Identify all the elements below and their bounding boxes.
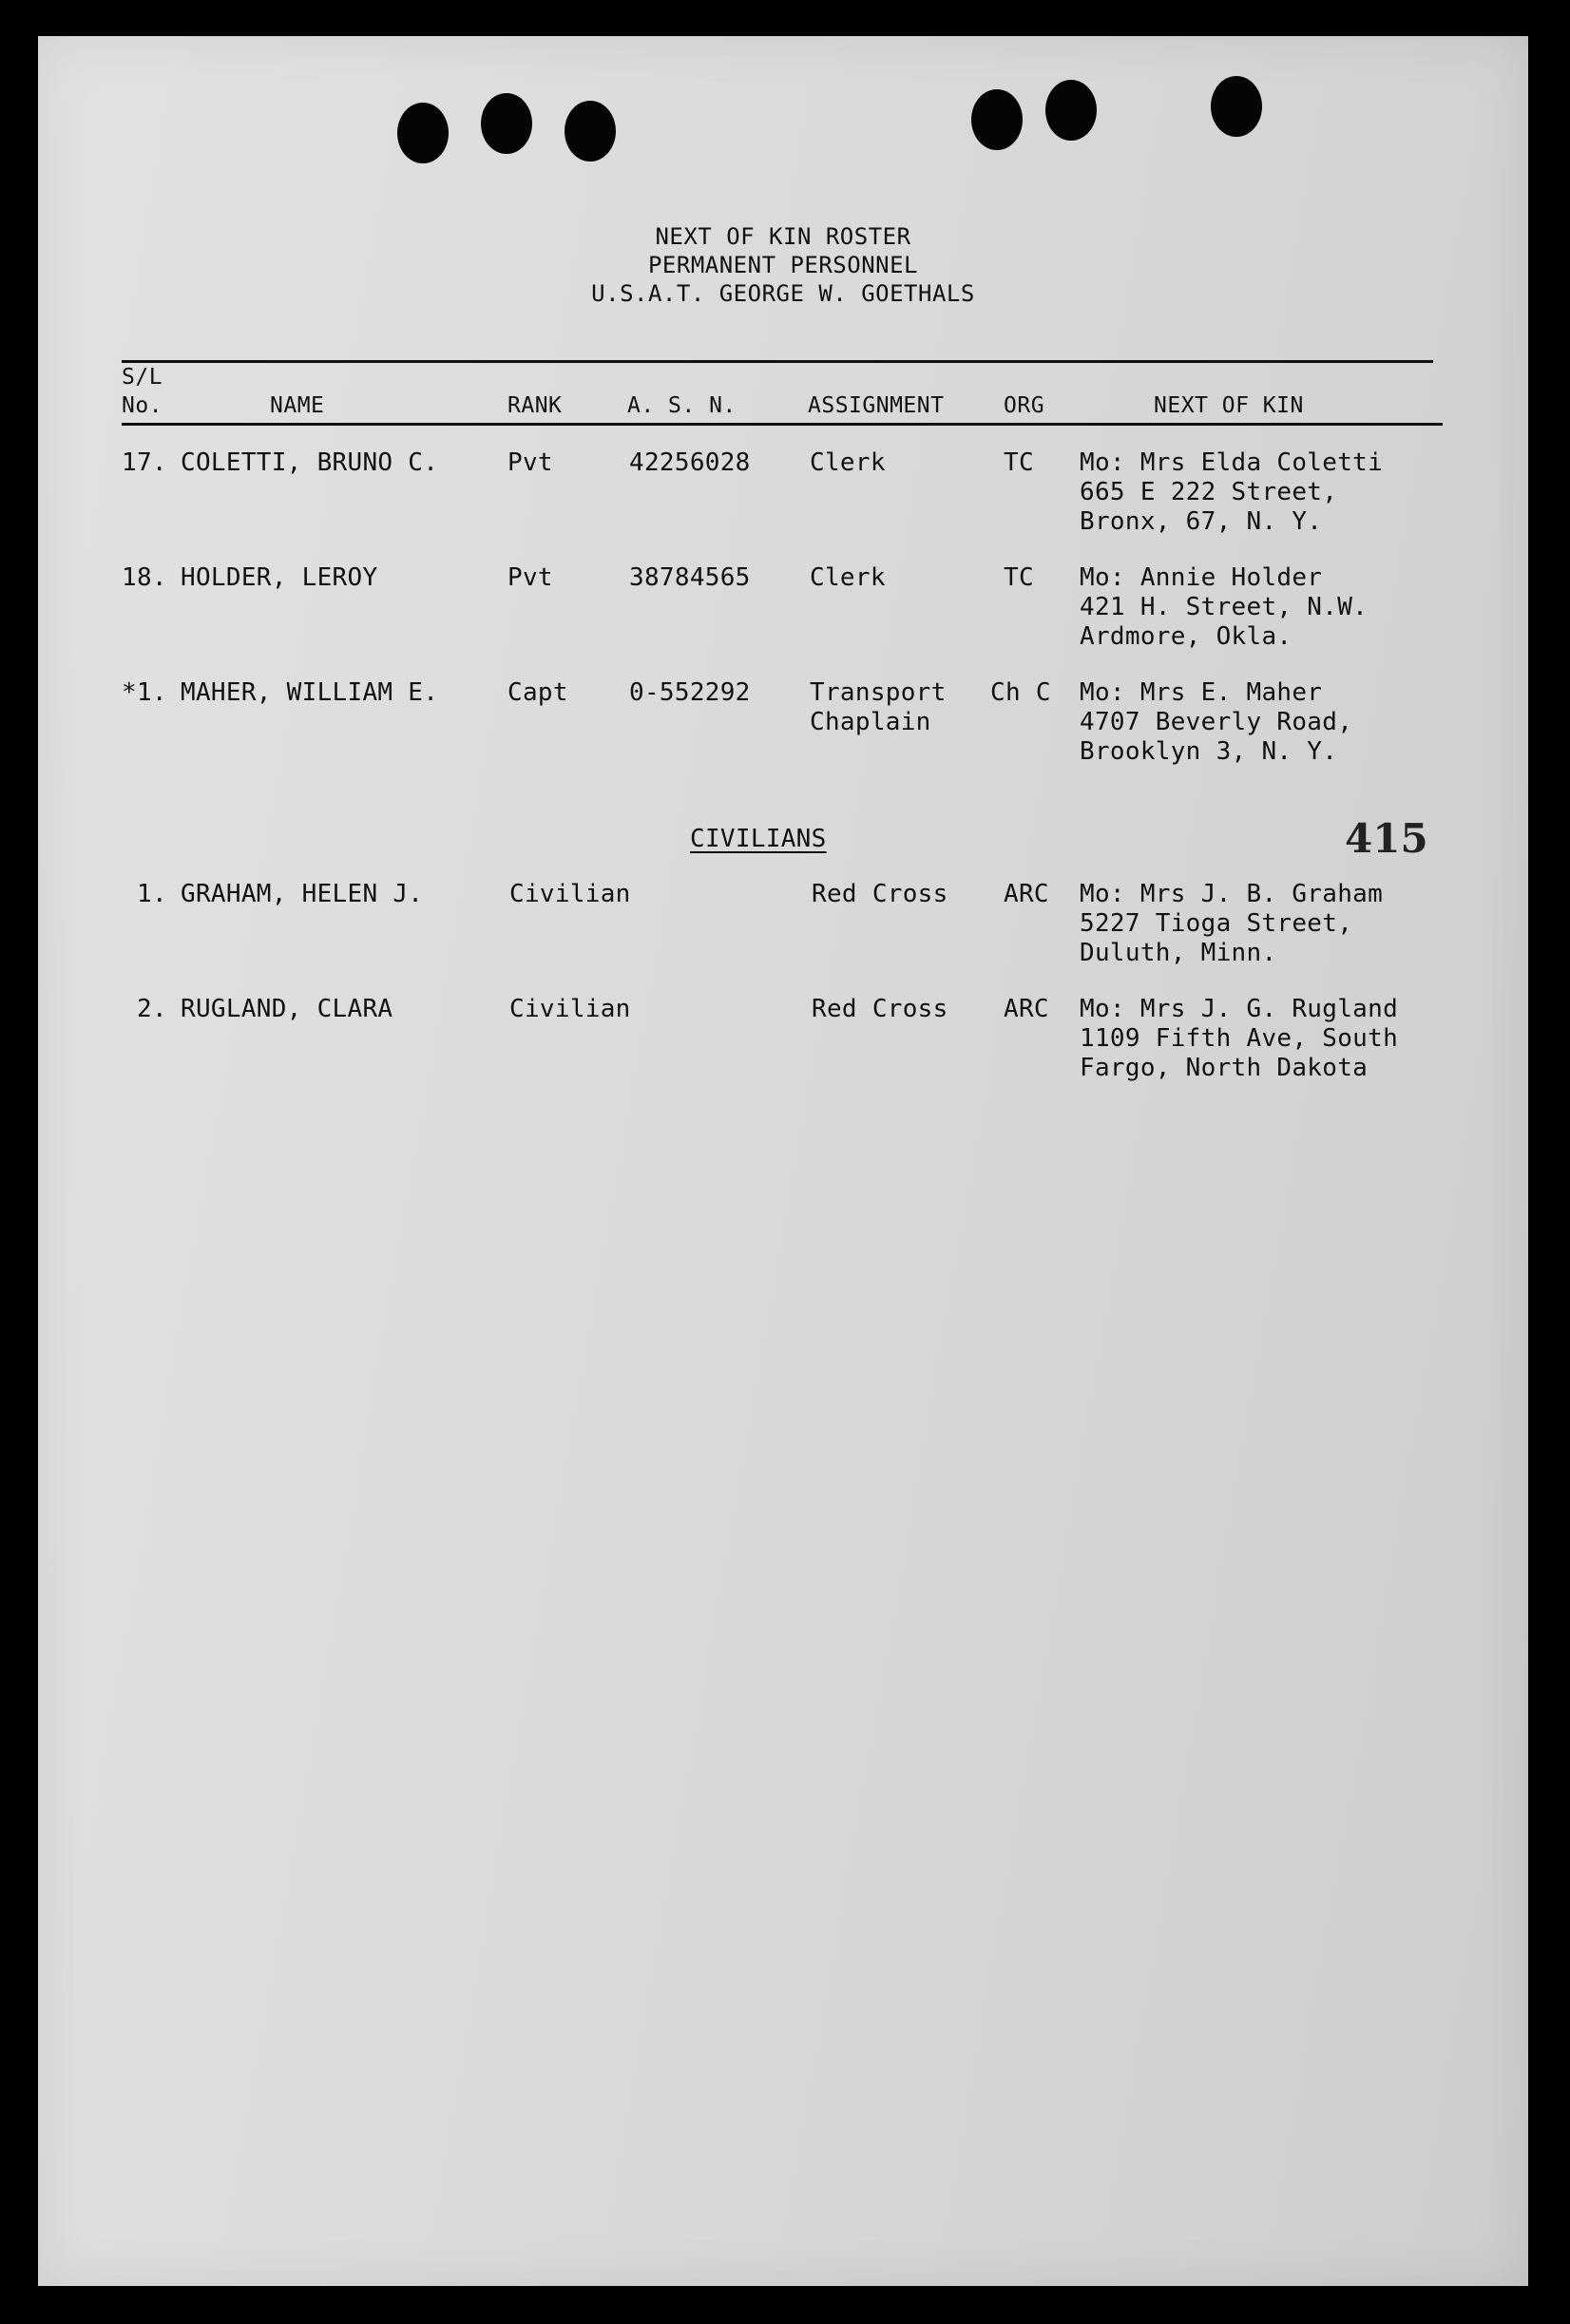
title-line-3: U.S.A.T. GEORGE W. GOETHALS [591,280,975,307]
table-row-no: 18. [122,563,167,592]
table-row-org: ARC [1004,880,1049,908]
table-row-no: 2. [137,995,167,1023]
table-row-name: GRAHAM, HELEN J. [181,880,424,908]
col-next-of-kin: NEXT OF KIN [1154,393,1304,418]
table-row-nok-line: Mo: Mrs Elda Coletti [1080,448,1384,477]
punch-hole [565,101,616,162]
table-row-nok-line: Mo: Mrs J. G. Rugland [1080,995,1399,1023]
table-row-rank: Pvt [507,563,553,592]
punch-hole [481,93,532,154]
table-row-assignment: Chaplain [810,708,931,736]
col-sl-no: No. [122,393,163,418]
table-row-nok-line: 5227 Tioga Street, [1080,909,1353,938]
table-row-assignment: Red Cross [812,880,948,908]
table-row-nok-line: 421 H. Street, N.W. [1080,593,1369,621]
table-row-rank: Civilian [509,880,631,908]
table-row-no: 1. [137,880,167,908]
punch-hole [1045,80,1097,141]
punch-hole [397,103,449,163]
document-title [38,222,1528,308]
punch-hole [1211,76,1262,137]
table-row-asn: 0-552292 [629,678,751,707]
table-row-assignment: Clerk [810,563,886,592]
table-row-rank: Capt [507,678,568,707]
title-line-2: PERMANENT PERSONNEL [647,252,919,278]
header-bottom-rule [122,423,1443,426]
col-assignment: ASSIGNMENT [808,393,945,418]
table-row-org: TC [1004,563,1034,592]
document-page [38,36,1528,2286]
section-heading-civilians: CIVILIANS [690,825,827,853]
table-row-org: TC [1004,448,1034,477]
table-row-no: 17. [122,448,167,477]
table-row-asn: 42256028 [629,448,751,477]
header-top-rule [122,360,1433,363]
page-number: 415 [1345,815,1428,862]
table-row-nok-line: Mo: Annie Holder [1080,563,1323,592]
table-row-name: MAHER, WILLIAM E. [181,678,439,707]
table-row-nok-line: Mo: Mrs E. Maher [1080,678,1323,707]
table-row-name: RUGLAND, CLARA [181,995,393,1023]
punch-hole [971,89,1023,150]
title-line-1: NEXT OF KIN ROSTER [655,223,911,250]
table-row-assignment: Transport [810,678,947,707]
table-row-nok-line: 4707 Beverly Road, [1080,708,1353,736]
col-name: NAME [270,393,325,418]
col-sl-top: S/L [122,365,163,390]
table-row-name: COLETTI, BRUNO C. [181,448,439,477]
table-row-nok-line: Fargo, North Dakota [1080,1054,1369,1082]
table-row-nok-line: Mo: Mrs J. B. Graham [1080,880,1384,908]
table-row-assignment: Clerk [810,448,886,477]
table-row-name: HOLDER, LEROY [181,563,378,592]
table-row-nok-line: Brooklyn 3, N. Y. [1080,737,1338,766]
table-row-nok-line: Bronx, 67, N. Y. [1080,507,1323,536]
table-row-no: *1. [122,678,167,707]
table-row-nok-line: Duluth, Minn. [1080,939,1277,967]
table-row-rank: Civilian [509,995,631,1023]
table-row-assignment: Red Cross [812,995,948,1023]
table-row-nok-line: Ardmore, Okla. [1080,622,1292,651]
table-row-asn: 38784565 [629,563,751,592]
table-row-nok-line: 1109 Fifth Ave, South [1080,1024,1399,1053]
col-asn: A. S. N. [627,393,737,418]
table-row-org: Ch C [990,678,1051,707]
col-org: ORG [1004,393,1045,418]
table-row-rank: Pvt [507,448,553,477]
table-row-nok-line: 665 E 222 Street, [1080,478,1338,506]
table-row-org: ARC [1004,995,1049,1023]
col-rank: RANK [507,393,563,418]
